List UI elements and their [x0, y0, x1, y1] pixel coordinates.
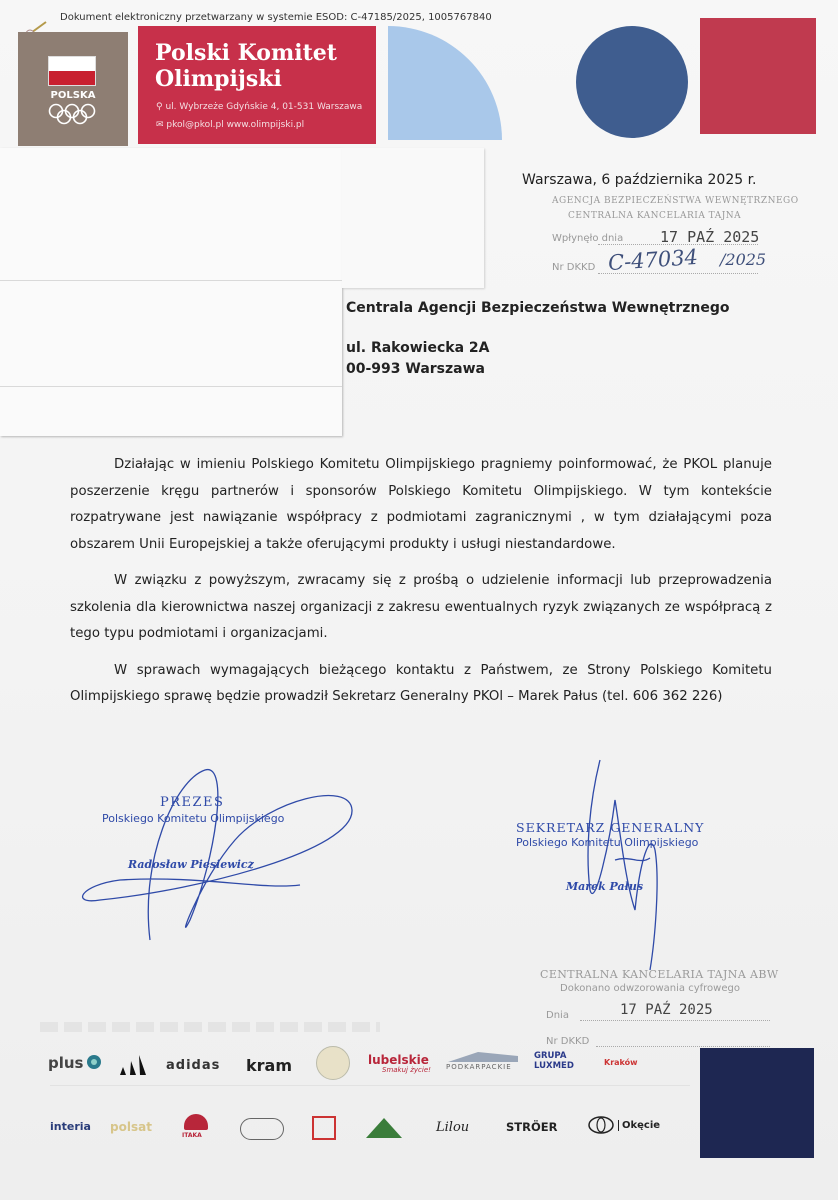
badge-logo-icon — [316, 1046, 350, 1080]
square-logo-icon — [312, 1116, 336, 1140]
sponsor-lilou: Lilou — [436, 1120, 470, 1135]
stamp-line — [580, 1020, 770, 1021]
sponsor-kram: kram — [246, 1056, 292, 1075]
secretary-org: Polskiego Komitetu Olimpijskiego — [516, 836, 699, 849]
adidas-logo-icon — [118, 1055, 152, 1075]
stamp-office: CENTRALNA KANCELARIA TAJNA — [568, 211, 742, 221]
sponsor-stroer: STRÖER — [506, 1120, 558, 1134]
itaka-logo-icon — [184, 1114, 208, 1130]
stamp-agency: AGENCJA BEZPIECZEŃSTWA WEWNĘTRZNEGO — [552, 196, 799, 206]
paper-crease — [0, 280, 342, 281]
sponsor-podkarpackie: PODKARPACKIE — [446, 1063, 512, 1071]
secretary-name: Marek Pałus — [566, 880, 644, 893]
recipient-address — [346, 338, 489, 380]
body-paragraph: W sprawach wymagających bieżącego kontaktu z Państwem, ze Strony Polskiego Komitetu Olimpijskiego sprawę będzie prowadził Sekretarz Generalny PKOl – Marek Pałus (tel. 606 362 226) — [70, 662, 772, 704]
sponsor-krakow: Kraków — [604, 1058, 638, 1067]
leroy-merlin-logo-icon — [366, 1116, 402, 1138]
secretary-title: SEKRETARZ GENERALNY — [516, 820, 705, 835]
stamp-number-handwritten: C-47034 — [607, 244, 699, 276]
place-date: Warszawa, 6 października 2025 r. — [522, 172, 757, 188]
stamp-received-label: Wpłynęło dnia — [552, 233, 624, 244]
sponsor-lubelskie: lubelskie — [368, 1053, 429, 1067]
sponsor-profbud: adidas — [166, 1058, 221, 1073]
president-org: Polskiego Komitetu Olimpijskiego — [102, 812, 285, 825]
address-text: ul. Wybrzeże Gdyńskie 4, 01-531 Warszawa — [165, 102, 363, 112]
folded-paper-edge — [0, 148, 342, 436]
organization-contact: ✉ pkol@pkol.pl www.olimpijski.pl — [156, 120, 305, 130]
decor-circle — [576, 26, 688, 138]
president-title: PREZES — [160, 795, 225, 810]
logo-block — [18, 32, 128, 146]
body-paragraph: W związku z powyższym, zwracamy się z prośbą o udzielenie informacji lub przeprowadzenia szkolenia dla kierownictwa naszej organizacji z zakresu ewentualnych ryzyk związanych ze współpracą z tego typu podmiotami i organizacjami. — [70, 573, 772, 641]
podkarpackie-logo-icon — [448, 1050, 518, 1062]
scan-stamp-office: CENTRALNA KANCELARIA TAJNA ABW — [540, 968, 779, 981]
redacted-block — [700, 1048, 814, 1158]
sponsor-okecie: Okęcie — [618, 1120, 660, 1131]
body-paragraph: Działając w imieniu Polskiego Komitetu Olimpijskiego pragniemy poinformować, że PKOL planuje poszerzenie kręgu partnerów i sponsorów Polskiego Komitetu Olimpijskiego. W tym kontekście rozpatrywane jest nawiązanie współpracy z podmiotami zagranicznymi , w tym działającymi poza obszarem Unii Europejskiej a także oferującymi produkty i usługi niestandardowe. — [70, 457, 772, 552]
recipient-street: ul. Rakowiecka 2A — [346, 340, 490, 356]
stamp-number-year: /2025 — [720, 250, 767, 269]
decor-square — [700, 18, 816, 134]
plus-logo-icon — [86, 1054, 102, 1070]
scan-stamp-number-label: Nr DKKD — [546, 1036, 590, 1047]
faded-bleedthrough — [40, 1022, 380, 1032]
folded-paper-edge-2 — [342, 148, 484, 288]
oval-logo-icon — [240, 1118, 284, 1140]
organization-address: ⚲ ul. Wybrzeże Gdyńskie 4, 01-531 Warszawa — [156, 102, 363, 112]
recipient-name: Centrala Agencji Bezpieczeństwa Wewnętrznego — [346, 300, 730, 316]
olympic-rings-icon — [46, 102, 98, 126]
letter-body — [70, 452, 772, 721]
sponsor-polsat: polsat — [110, 1120, 152, 1134]
sponsor-lubelskie-tagline: Smakuj życie! — [382, 1066, 431, 1074]
sponsor-luxmed: GRUPA LUXMED — [534, 1051, 574, 1071]
recipient-city: 00-993 Warszawa — [346, 361, 485, 377]
paper-crease — [0, 386, 342, 387]
scan-stamp-date: 17 PAŹ 2025 — [620, 1002, 713, 1018]
decor-quarter-shape — [388, 26, 502, 140]
polish-flag-icon — [48, 56, 96, 86]
scan-stamp-date-label: Dnia — [546, 1010, 569, 1021]
sponsor-plus: plus — [48, 1054, 84, 1072]
scan-stamp-note: Dokonano odwzorowania cyfrowego — [560, 983, 740, 994]
esod-header: Dokument elektroniczny przetwarzany w systemie ESOD: C-47185/2025, 1005767840 — [60, 12, 492, 23]
sponsor-divider — [50, 1085, 690, 1086]
toyota-logo-icon — [588, 1116, 614, 1134]
stamp-line — [596, 1046, 770, 1047]
president-name: Radosław Piesiewicz — [128, 858, 254, 871]
organization-name: Polski Komitet Olimpijski — [155, 40, 337, 92]
stamp-number-label: Nr DKKD — [552, 262, 596, 273]
contact-text: pkol@pkol.pl www.olimpijski.pl — [166, 120, 305, 130]
country-label: POLSKA — [50, 90, 96, 101]
secretary-signature — [588, 760, 657, 970]
sponsor-itaka: ITAKA — [182, 1132, 202, 1139]
sponsor-interia: interia — [50, 1120, 91, 1133]
stamp-received-date: 17 PAŹ 2025 — [660, 228, 760, 246]
